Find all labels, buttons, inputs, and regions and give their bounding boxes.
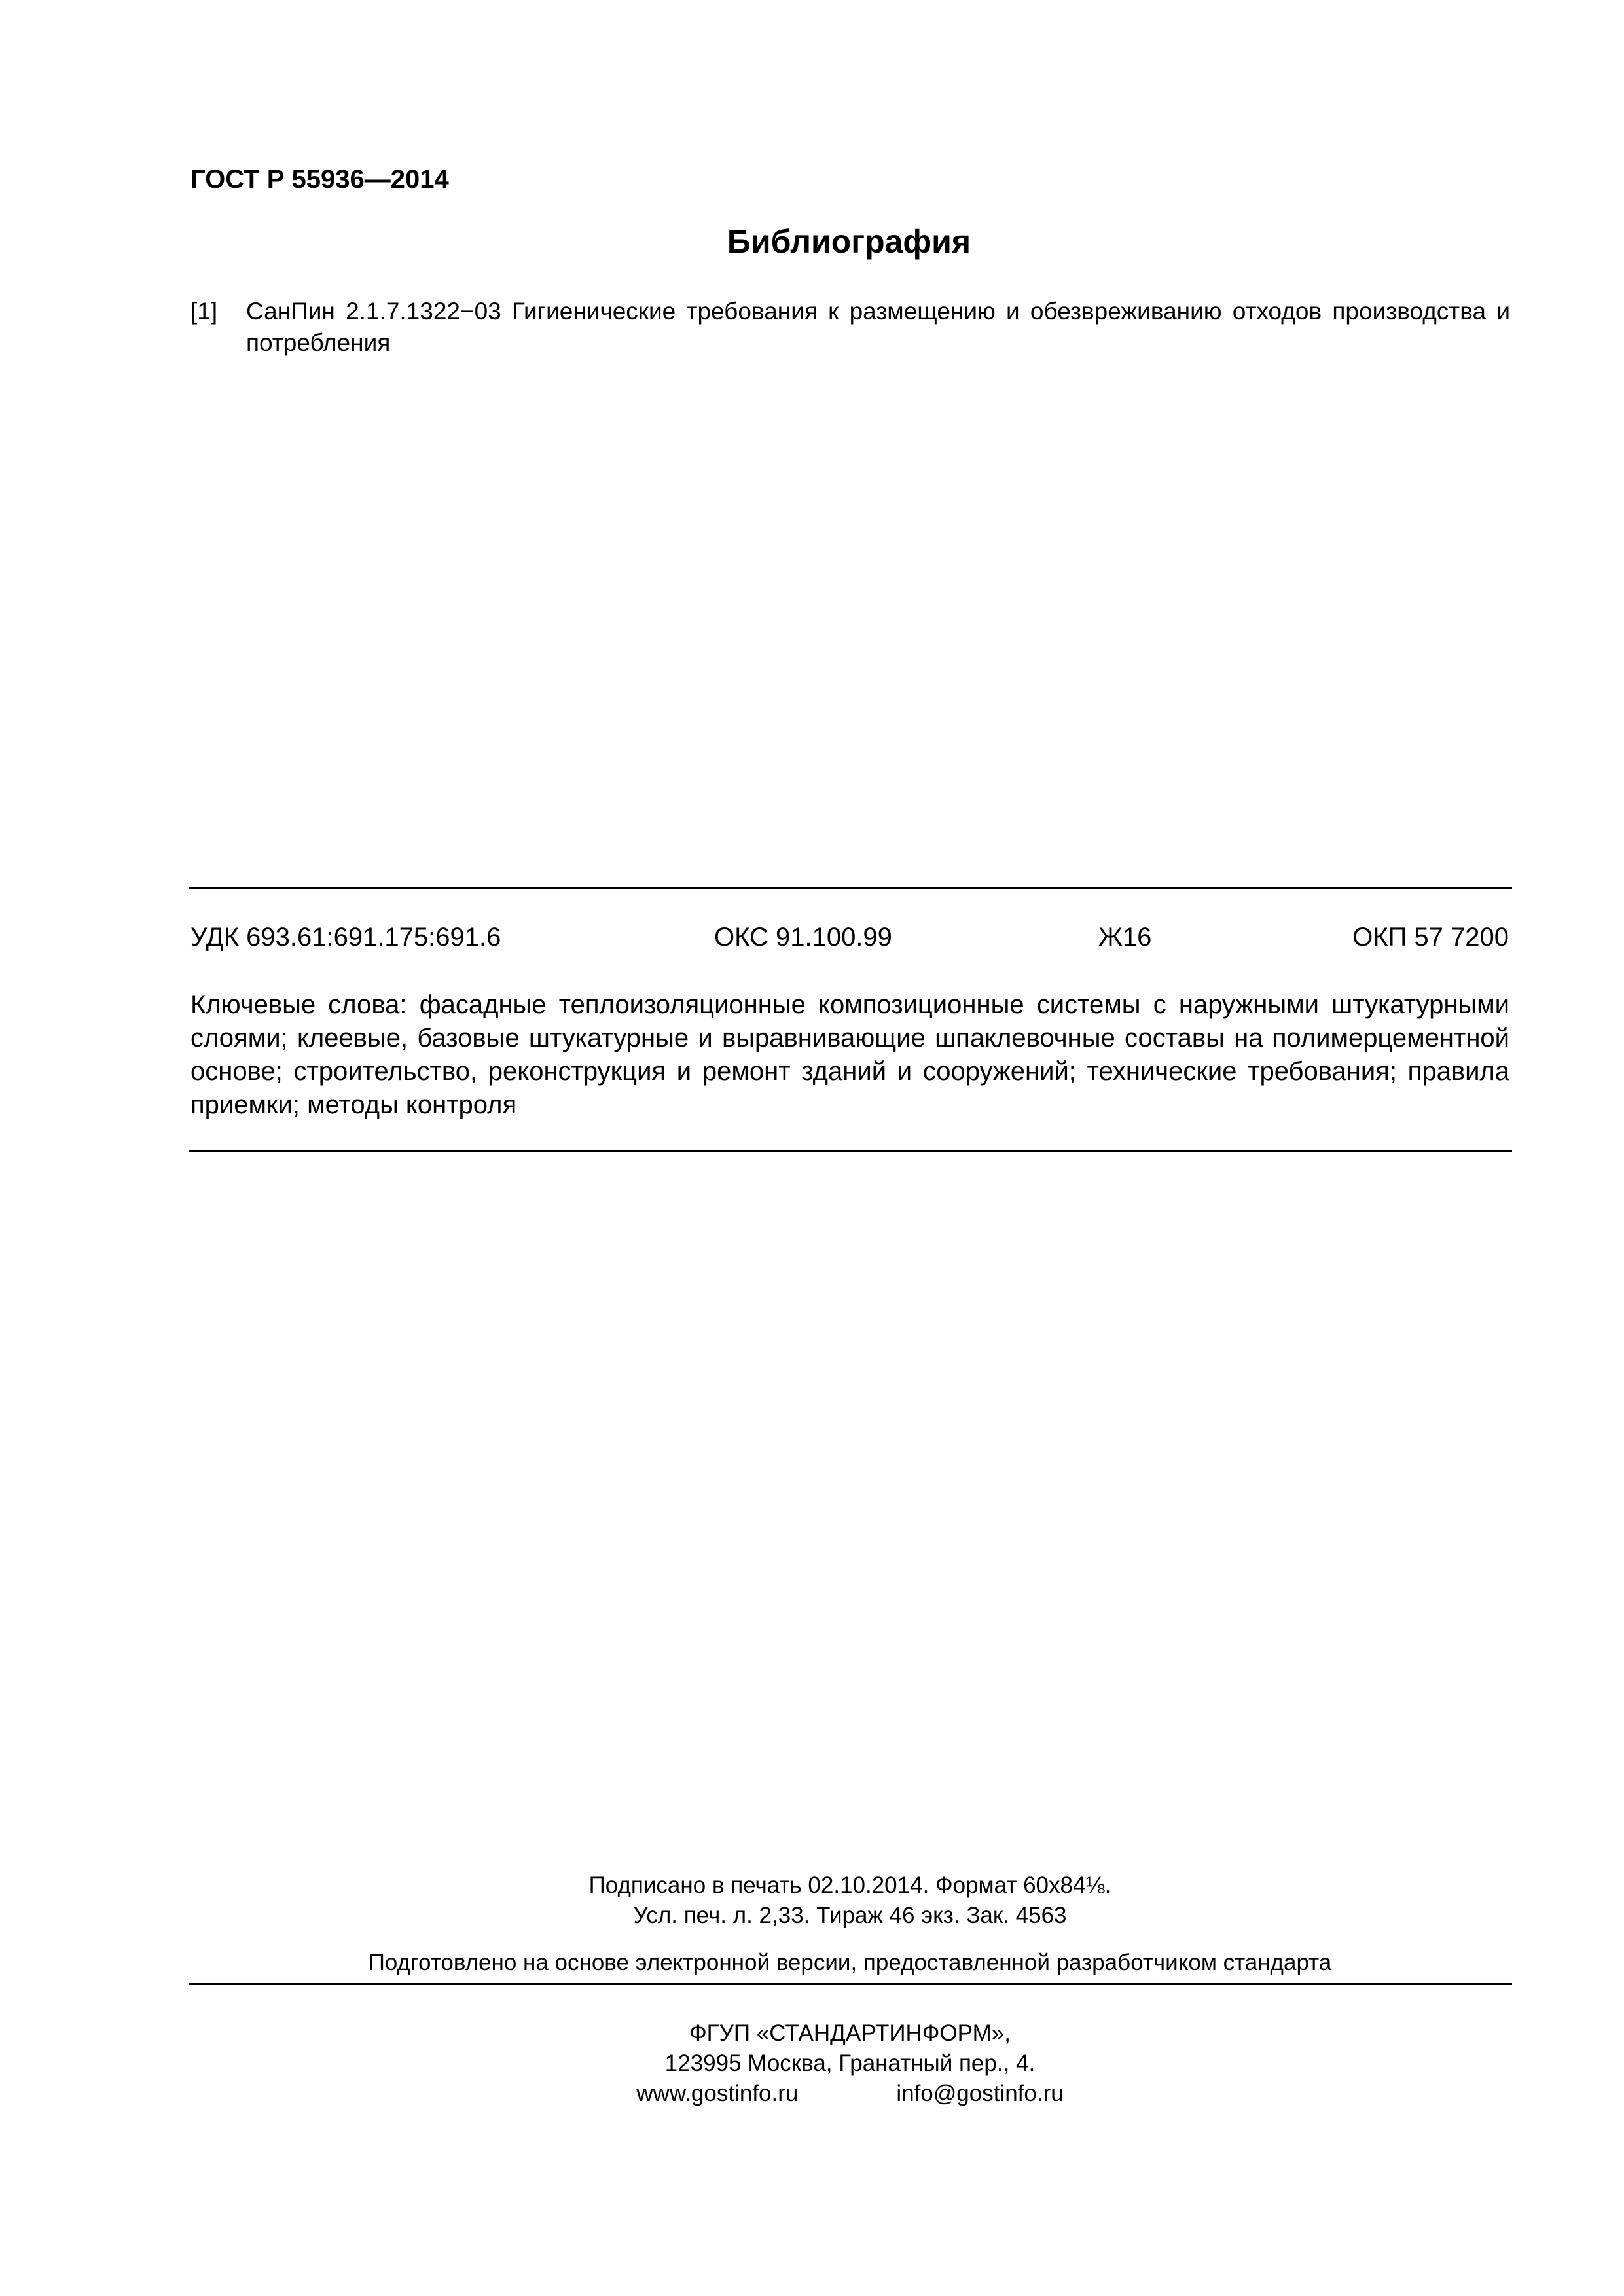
keywords-paragraph: Ключевые слова: фасадные теплоизоляционные композиционные системы с наружными штукатурными слоями; клеевые, базовые штукатурные и выравнивающие шпаклевочные составы на полимерцементной основе; строительство, реконструкция и ремонт зданий и сооружений; технические требования; правила приемки; методы контроля [190, 990, 1509, 1119]
prepared-note: Подготовлено на основе электронной версии, предоставленной разработчиком стандарта [368, 1950, 1332, 1975]
print-sheets-info: Усл. печ. л. 2,33. Тираж 46 экз. Зак. 4563 [633, 1903, 1067, 1928]
document-code: ГОСТ Р 55936—2014 [190, 165, 449, 194]
publisher-name: ФГУП «СТАНДАРТИНФОРМ», [689, 2020, 1011, 2046]
bottom-divider [189, 1150, 1512, 1152]
oks-code: ОКС 91.100.99 [714, 923, 892, 952]
top-divider [189, 887, 1512, 889]
imprint-divider [189, 1983, 1512, 1985]
print-details [190, 1871, 1509, 1931]
publisher-block [190, 2018, 1509, 2109]
udk-code: УДК 693.61:691.175:691.6 [190, 923, 501, 952]
bibliography-item-text: СанПин 2.1.7.1322−03 Гигиенические требования к размещению и обезвреживанию отходов производства и потребления [246, 298, 1510, 356]
bibliography-item-number: [1] [190, 298, 218, 325]
publisher-address: 123995 Москва, Гранатный пер., 4. [664, 2051, 1036, 2076]
zh-code: Ж16 [1098, 923, 1152, 952]
publisher-contacts [190, 2079, 1509, 2109]
bibliography-title: Библиография [727, 223, 971, 260]
classification-row [190, 923, 1509, 956]
bibliography-item [190, 296, 1510, 359]
email-link[interactable]: info@gostinfo.ru [896, 2081, 1064, 2106]
okp-code: ОКП 57 7200 [1352, 923, 1509, 952]
website-link[interactable]: www.gostinfo.ru [636, 2081, 799, 2106]
signed-for-print: Подписано в печать 02.10.2014. Формат 60х84⅛. [588, 1873, 1111, 1898]
